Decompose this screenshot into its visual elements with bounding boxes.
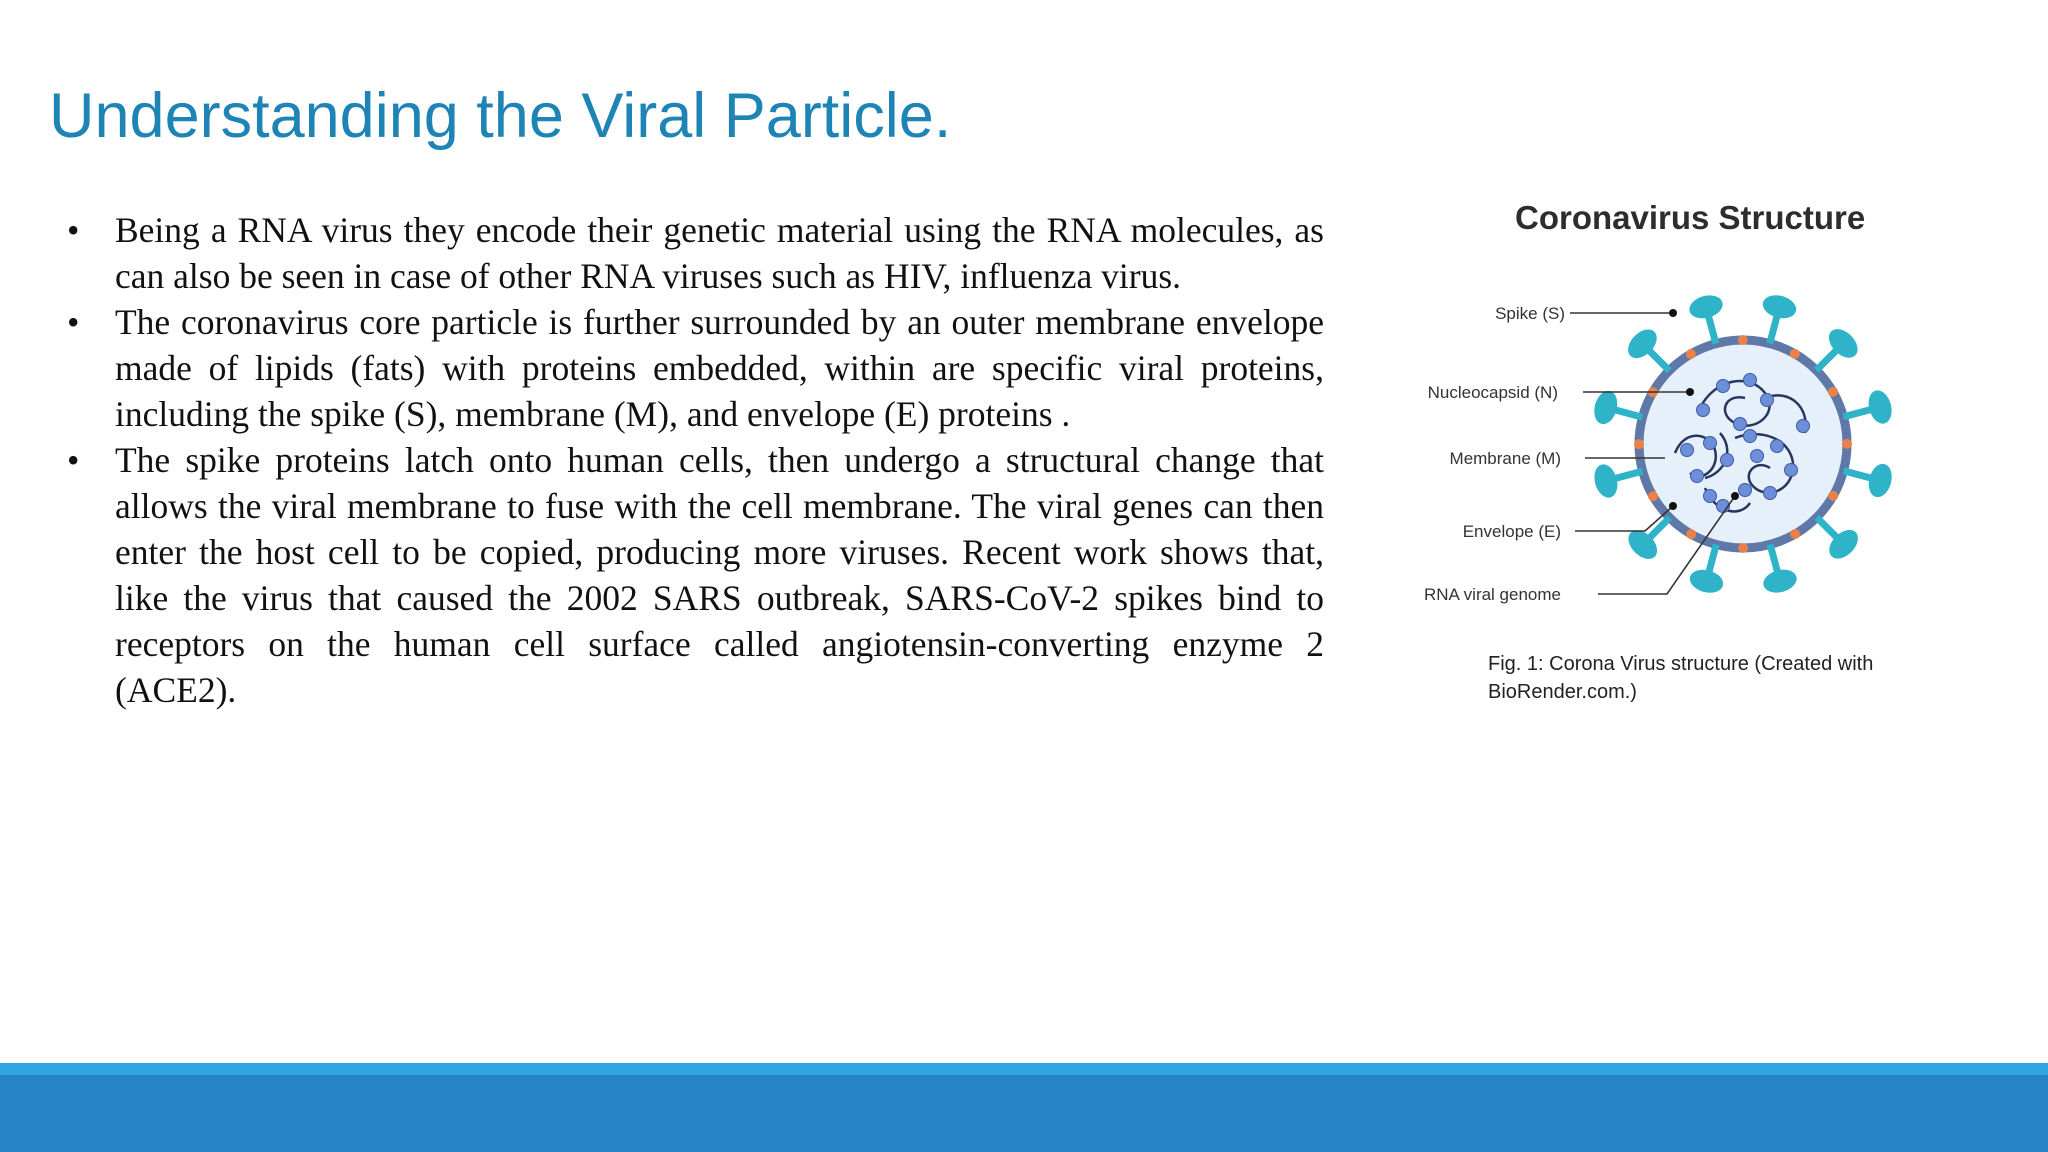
spike-head	[1687, 566, 1726, 596]
spike-head	[1865, 461, 1895, 500]
spike-head	[1687, 292, 1726, 322]
nucleocapsid-protein	[1704, 490, 1717, 503]
coronavirus-diagram	[1405, 188, 1925, 618]
label-spike: Spike (S)	[1495, 304, 1565, 323]
nucleocapsid-protein	[1771, 440, 1784, 453]
envelope-protein	[1828, 491, 1838, 501]
envelope-protein	[1686, 529, 1696, 539]
spike-head	[1591, 388, 1621, 427]
footer-bar	[0, 1075, 2048, 1152]
nucleocapsid-protein	[1704, 437, 1717, 450]
envelope-protein	[1842, 439, 1852, 449]
envelope-protein	[1648, 491, 1658, 501]
nucleocapsid-protein	[1764, 487, 1777, 500]
slide-title: Understanding the Viral Particle.	[49, 81, 952, 151]
spike-head	[1865, 388, 1895, 427]
nucleocapsid-protein	[1797, 420, 1810, 433]
nucleocapsid-protein	[1751, 450, 1764, 463]
spike-stem	[1648, 518, 1669, 539]
envelope-protein	[1686, 349, 1696, 359]
label-nucleocapsid: Nucleocapsid (N)	[1427, 383, 1558, 402]
bullet-item-envelope: • The coronavirus core particle is further surrounded by an outer membrane envelope made of lipids (fats) with proteins embedded, within are specific viral proteins, including the spike (S), membrane (M), and envelope (E) proteins .	[64, 299, 1324, 437]
bullet-item-rna: • Being a RNA virus they encode their genetic material using the RNA molecules, as can also be seen in case of other RNA viruses such as HIV, influenza virus.	[64, 207, 1324, 299]
coronavirus-figure	[1405, 188, 1925, 618]
spike-stem	[1770, 544, 1778, 573]
nucleocapsid-protein	[1721, 454, 1734, 467]
nucleocapsid-protein	[1761, 394, 1774, 407]
bullet-list	[64, 207, 1324, 713]
figure-title: Coronavirus Structure	[1515, 199, 1866, 236]
nucleocapsid-protein	[1744, 430, 1757, 443]
virus-particle	[1591, 292, 1895, 596]
spike-stem	[1770, 315, 1778, 344]
nucleocapsid-protein	[1739, 484, 1752, 497]
nucleocapsid-protein	[1717, 380, 1730, 393]
bullet-item-spike: • The spike proteins latch onto human cells, then undergo a structural change that allows the viral membrane to fuse with the cell membrane. The viral genes can then enter the host cell to be copied, producing more viruses. Recent work shows that, like the virus that caused the 2002 SARS outbreak, SARS-CoV-2 spikes bind to receptors on the human cell surface called angiotensin-converting enzyme 2 (ACE2).	[64, 437, 1324, 713]
nucleocapsid-protein	[1681, 444, 1694, 457]
spike-stem	[1817, 517, 1838, 538]
envelope-protein	[1790, 529, 1800, 539]
spike-head	[1761, 566, 1800, 596]
nucleocapsid-protein	[1785, 464, 1798, 477]
label-envelope: Envelope (E)	[1462, 522, 1561, 541]
label-rna-genome: RNA viral genome	[1423, 585, 1561, 604]
spike-head	[1760, 292, 1799, 322]
footer-accent-bar	[0, 1063, 2048, 1075]
envelope-protein	[1738, 335, 1748, 345]
nucleocapsid-protein	[1744, 374, 1757, 387]
figure-caption: Fig. 1: Corona Virus structure (Created with BioRender.com.)	[1488, 653, 1874, 703]
spike-stem	[1844, 471, 1873, 479]
label-membrane: Membrane (M)	[1449, 449, 1561, 468]
spike-stem	[1708, 315, 1716, 344]
nucleocapsid-protein	[1734, 418, 1747, 431]
envelope-protein	[1790, 349, 1800, 359]
spike-stem	[1816, 349, 1837, 370]
spike-stem	[1709, 545, 1717, 574]
nucleocapsid-protein	[1691, 470, 1704, 483]
spike-stem	[1614, 471, 1643, 479]
spike-head	[1591, 462, 1621, 501]
spike-stem	[1614, 410, 1643, 418]
virus-membrane	[1639, 340, 1847, 548]
envelope-protein	[1634, 439, 1644, 449]
envelope-protein	[1738, 543, 1748, 553]
spike-stem	[1648, 349, 1669, 370]
spike-stem	[1843, 409, 1872, 417]
envelope-protein	[1828, 387, 1838, 397]
nucleocapsid-protein	[1697, 404, 1710, 417]
